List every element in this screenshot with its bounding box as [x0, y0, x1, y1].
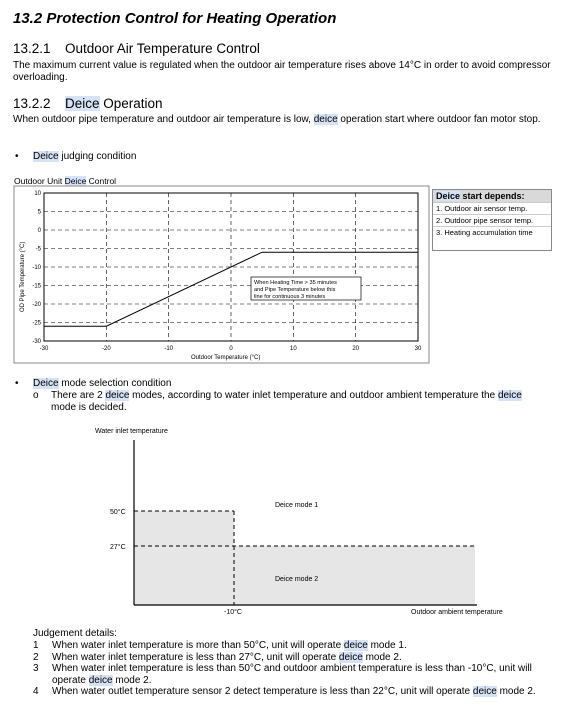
judgement-number: 2	[33, 651, 39, 663]
judgement-text-b: mode 2.	[362, 651, 402, 663]
bullet-mode-selection	[15, 378, 171, 389]
chart1-title-highlight: Deice	[64, 176, 87, 186]
bullet2-subitem	[33, 390, 553, 414]
mode1-label-rest: mode 1	[292, 502, 319, 509]
chart1-y-ticks	[32, 191, 41, 345]
judgement-highlight: deice	[472, 686, 497, 697]
deice-start-box	[432, 189, 552, 251]
mode1-label	[275, 502, 318, 509]
subsection-1-number: 13.2.1	[13, 41, 51, 56]
chart2-xlabel: Outdoor ambient temperature	[411, 609, 503, 616]
sub-bullet-marker: o	[33, 390, 39, 401]
deice-start-box-heading	[433, 190, 551, 202]
chart1-y-tick-label: 10	[34, 191, 41, 197]
deice-start-box-heading-highlight: Deice	[436, 191, 461, 201]
chart1-x-tick-label: 20	[352, 346, 360, 352]
judgement-text-b: mode 2.	[112, 674, 152, 686]
sub-a: There are 2	[51, 390, 106, 401]
bullet1-rest: judging condition	[58, 151, 137, 162]
s2-body-b: operation start where outdoor fan motor stop.	[337, 114, 541, 125]
chart1-y-tick-label: -20	[32, 302, 41, 308]
judgement-item	[33, 640, 568, 652]
subsection-2-number: 13.2.2	[13, 96, 51, 111]
chart1-ylabel: OD Pipe Temperature (°C)	[20, 241, 26, 312]
bullet-dot: •	[15, 151, 19, 162]
chart1-y-tick-label: -10	[32, 265, 41, 271]
sub-c: mode is decided.	[51, 402, 127, 413]
judgement-highlight: deice	[343, 640, 368, 651]
judgement-highlight: deice	[88, 674, 113, 686]
sub-highlight-1: deice	[105, 390, 130, 401]
subsection-1-title: Outdoor Air Temperature Control	[65, 41, 260, 56]
chart1-y-tick-label: 0	[37, 228, 41, 234]
chart2-label-50c: 50°C	[110, 509, 126, 516]
chart1-frame	[14, 186, 429, 363]
chart1-y-tick-label: -15	[32, 283, 41, 290]
s2-body-a: When outdoor pipe temperature and outdoor air temperature is low,	[13, 114, 314, 125]
judgement-text-a: When water inlet temperature is less than 27°C, unit will operate	[52, 651, 339, 663]
chart1-x-tick-label: -30	[39, 346, 49, 352]
chart2-ylabel: Water inlet temperature	[95, 428, 168, 435]
bullet2-highlight: Deice	[33, 378, 59, 389]
judgement-item	[33, 686, 568, 698]
chart1-y-tick-label: -5	[35, 246, 41, 253]
bullet2-rest: mode selection condition	[58, 378, 172, 389]
bullet1-highlight: Deice	[33, 151, 59, 162]
judgement-text-b: mode 2.	[496, 686, 536, 697]
bullet-dot: •	[15, 378, 19, 389]
chart1-annotation-line-3: line for continuous 3 minutes	[254, 294, 326, 300]
mode1-region	[134, 511, 234, 546]
sub-b: modes, according to water inlet temperature and outdoor ambient temperature the	[129, 390, 498, 401]
chart1-x-tick-label: 10	[289, 346, 297, 352]
chart1-title-a: Outdoor Unit	[14, 176, 65, 186]
judgement-number: 4	[33, 686, 39, 697]
judgement-list	[33, 640, 568, 698]
subsection-2-title-rest: Operation	[99, 96, 163, 111]
judgement-item	[33, 652, 568, 664]
judgement-number: 1	[33, 640, 39, 651]
chart1-x-ticks	[40, 346, 422, 352]
chart2-label-27c: 27°C	[110, 544, 126, 551]
chart1-x-tick-label: 30	[414, 346, 422, 352]
deice-start-item: 1. Outdoor air sensor temp.	[433, 202, 551, 214]
judgement-text-b: mode 1.	[367, 640, 407, 651]
subsection-2-title-highlight: Deice	[65, 96, 100, 111]
chart1-title-b: Control	[86, 176, 117, 186]
subsection-1-body: The maximum current value is regulated when the outdoor air temperature rises above 14°C in order to avoid compressor overloading.	[13, 60, 551, 83]
judgement-number: 3	[33, 663, 39, 674]
judgement-text-a: When water outlet temperature sensor 2 detect temperature is less than 22°C, unit will operate	[52, 686, 473, 697]
mode2-label-highlight: Deice	[275, 576, 293, 583]
chart1-y-tick-label: -30	[32, 339, 41, 345]
deice-start-box-heading-rest: start depends:	[460, 191, 525, 201]
sub-highlight-2: deice	[497, 390, 522, 401]
chart1-xlabel: Outdoor Temperature (°C)	[191, 355, 261, 361]
mode2-label-rest: mode 2	[292, 576, 319, 583]
chart1-x-tick-label: -20	[101, 346, 111, 352]
judgement-text-a: When water inlet temperature is less than 50°C and outdoor ambient temperature is less than -10°C, unit will operate	[52, 663, 532, 686]
chart1-y-tick-label: -25	[32, 320, 41, 327]
deice-start-item: 3. Heating accumulation time	[433, 226, 551, 238]
s2-body-highlight: deice	[313, 114, 338, 125]
chart2-label-minus10c: -10°C	[224, 609, 242, 616]
chart1-annotation-line-1: When Heating Time > 35 minutes	[254, 280, 337, 286]
judgement-title: Judgement details:	[33, 628, 117, 639]
chart1-x-tick-label: -10	[164, 346, 174, 352]
mode1-label-highlight: Deice	[275, 502, 293, 509]
chart1-annotation-line-2: and Pipe Temperature below this	[254, 287, 336, 293]
section-title: 13.2 Protection Control for Heating Operation	[13, 10, 337, 27]
chart1-y-tick-label: 5	[37, 209, 41, 216]
deice-start-item: 2. Outdoor pipe sensor temp.	[433, 214, 551, 226]
judgement-highlight: deice	[338, 651, 363, 663]
judgement-text-a: When water inlet temperature is more than 50°C, unit will operate	[52, 640, 344, 651]
judgement-item	[33, 663, 568, 686]
chart1-x-tick-label: 0	[229, 346, 233, 352]
mode2-label	[275, 576, 318, 583]
